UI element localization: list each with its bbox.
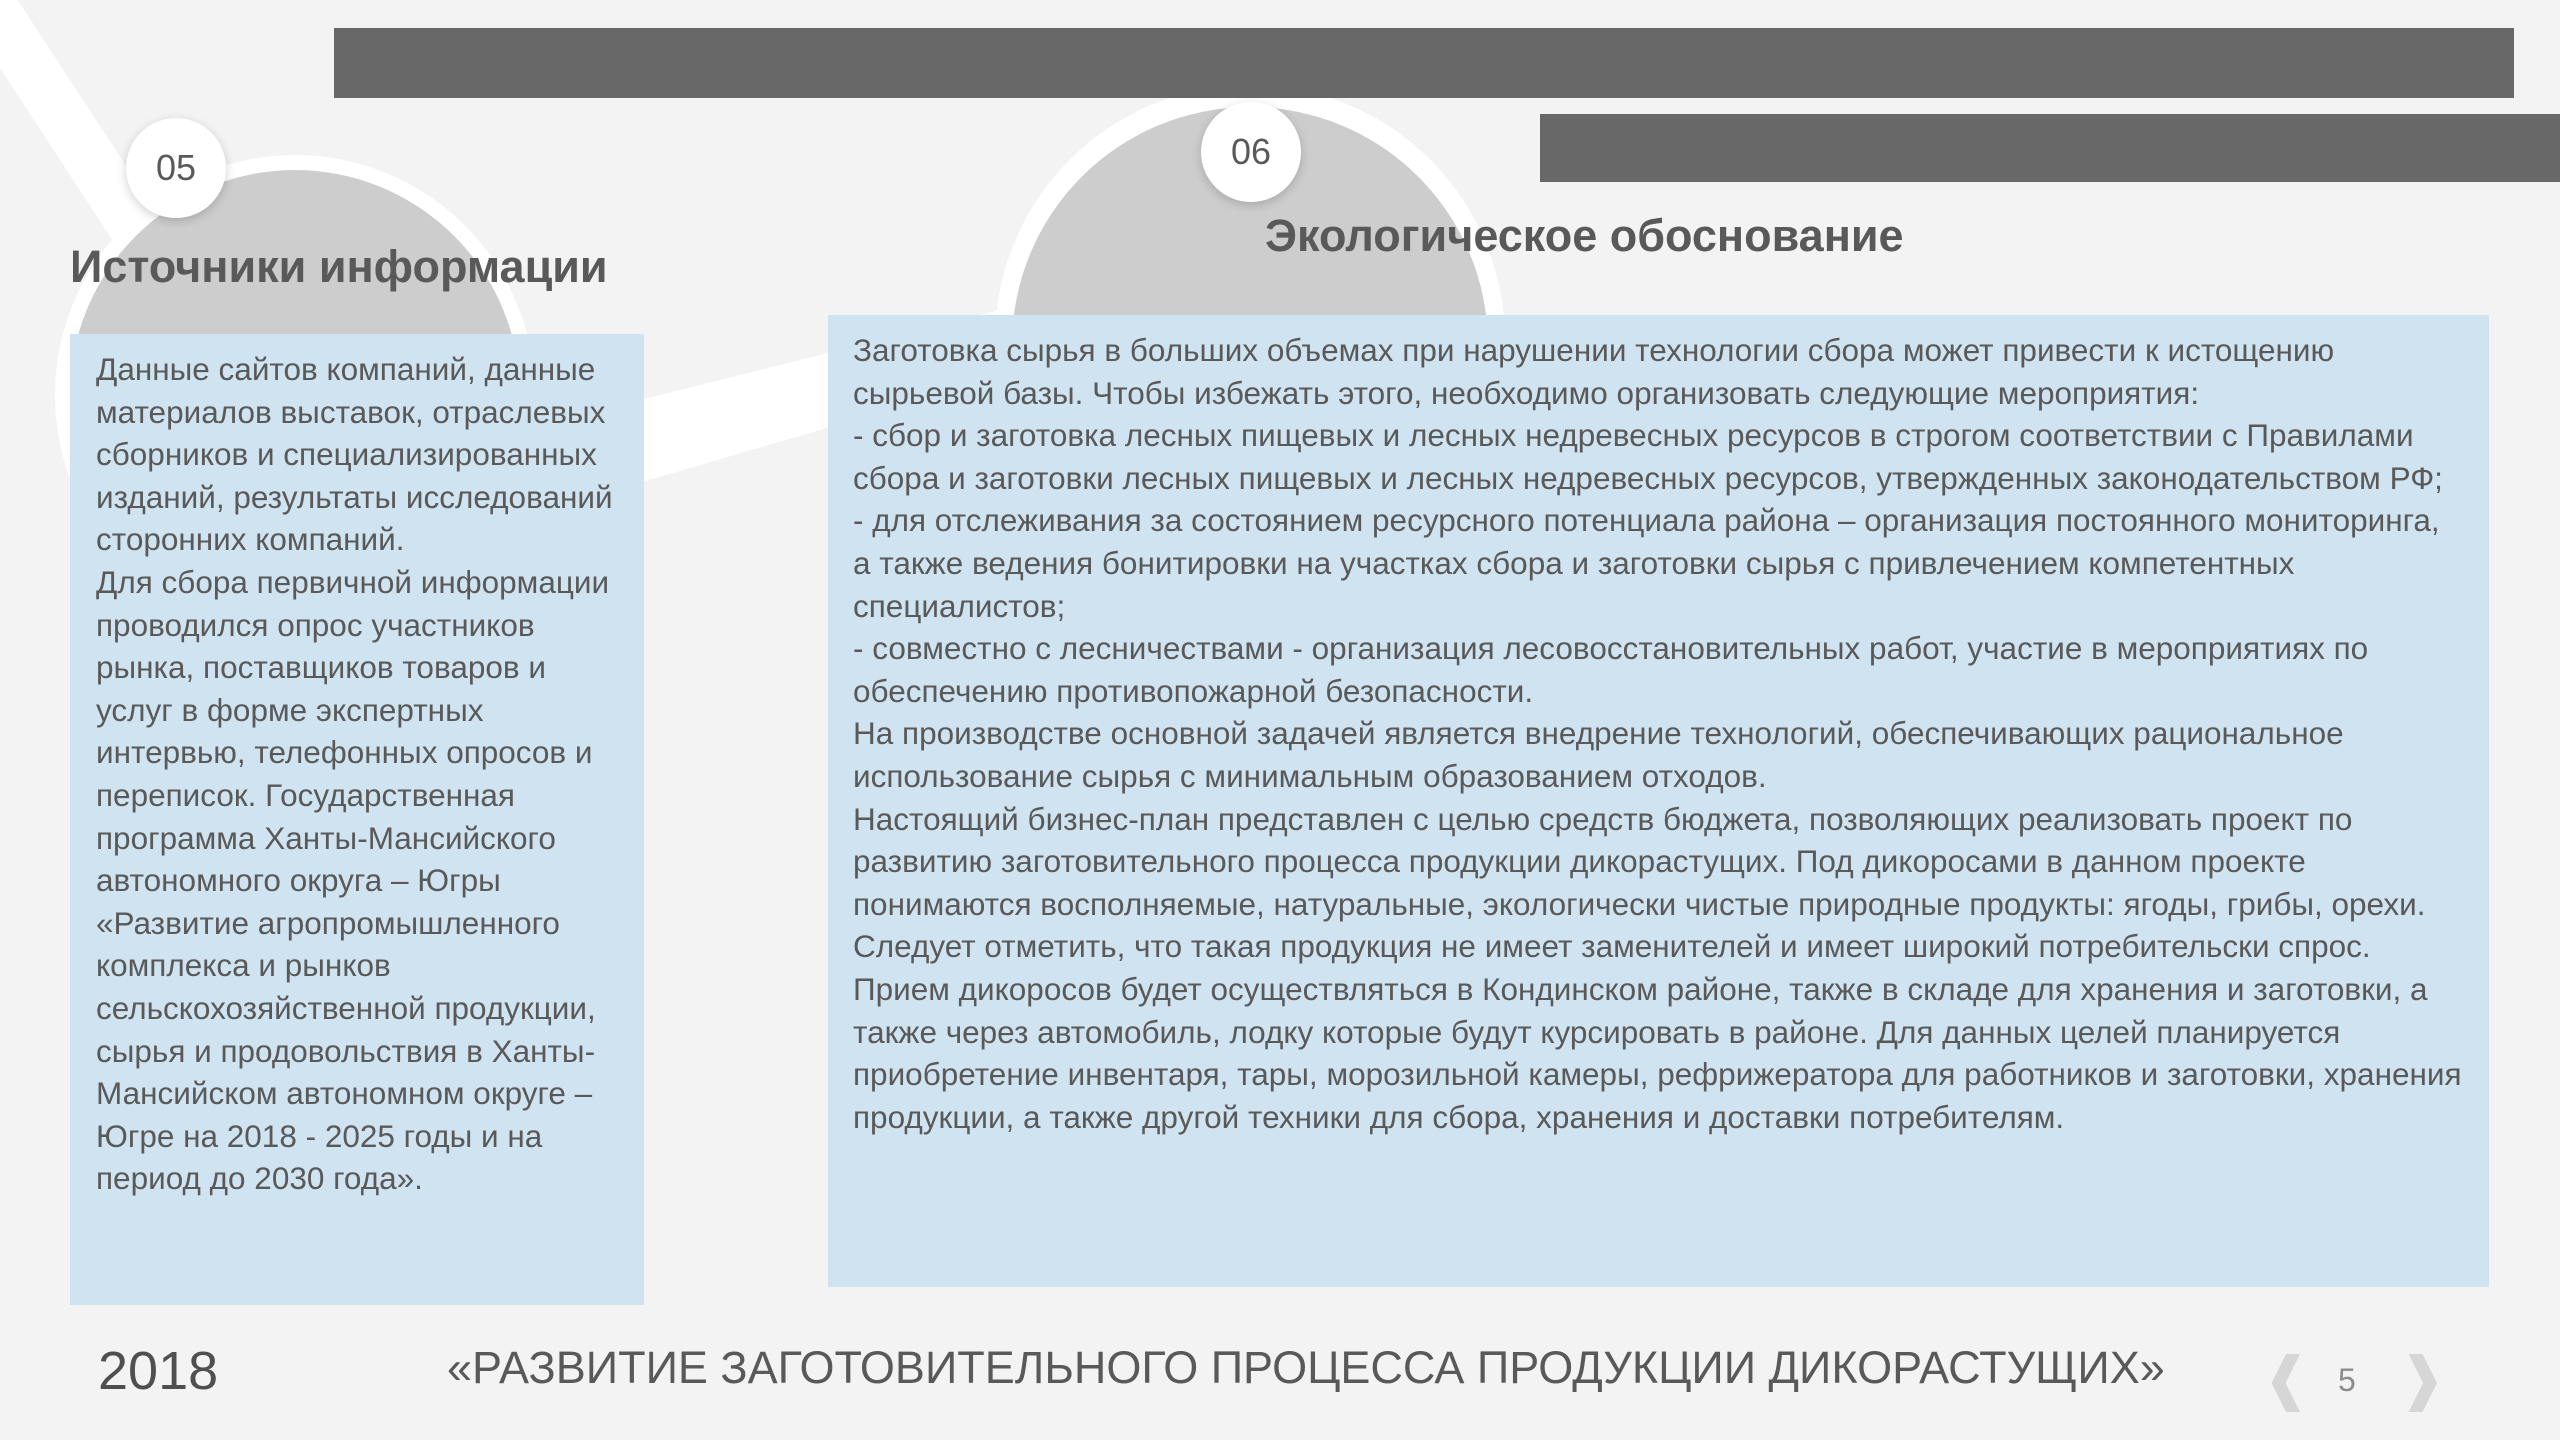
prev-slide-icon[interactable]: ❰ (2262, 1346, 2311, 1411)
footer-year: 2018 (98, 1341, 219, 1401)
left-section-body: Данные сайтов компаний, данные материалов выставок, отраслевых сборников и специализированных изданий, результаты исследований сторонних компаний. Для сбора первичной информации проводился опрос участников рынка, поставщиков товаров и услуг в форме экспертных интервью, телефонных опросов и переписок. Государственная программа Ханты-Мансийского автономного округа – Югры «Развитие агропромышленного комплекса и рынков сельскохозяйственной продукции, сырья и продовольствия в Ханты-Мансийском автономном округе – Югре на 2018 - 2025 годы и на период до 2030 года». (96, 351, 613, 1197)
right-section-title: Экологическое обоснование (1265, 210, 1904, 261)
section-number-badge-05 (126, 118, 226, 218)
header-bar-secondary (1540, 114, 2560, 182)
left-section-title: Источники информации (70, 241, 608, 292)
section-number: 05 (155, 147, 197, 188)
footer-presentation-title: «РАЗВИТИЕ ЗАГОТОВИТЕЛЬНОГО ПРОЦЕССА ПРОДУКЦИИ ДИКОРАСТУЩИХ» (447, 1342, 2165, 1393)
section-number-badge-06 (1201, 102, 1301, 202)
next-slide-icon[interactable]: ❱ (2398, 1346, 2447, 1411)
decor-line-top-left (0, 0, 150, 250)
left-section-panel (70, 334, 644, 1305)
right-section-panel (828, 315, 2489, 1287)
section-number: 06 (1230, 131, 1272, 172)
header-bar-top (334, 28, 2514, 98)
page-number: 5 (2338, 1362, 2356, 1398)
right-section-body: Заготовка сырья в больших объемах при нарушении технологии сбора может привести к истощению сырьевой базы. Чтобы избежать этого, необходимо организовать следующие мероприятия: - сбор и заготовка лесных пищевых и лесных недревесных ресурсов в строгом соответствии с Правилами сбора и заготовки лесных пищевых и лесных недревесных ресурсов, утвержденных законодательством РФ; - для отслеживания за состоянием ресурсного потенциала района – организация постоянного мониторинга, а также ведения бонитировки на участках сбора и заготовки сырья с привлечением компетентных специалистов; - совместно с лесничествами - организация лесовосстановительных работ, участие в мероприятиях по обеспечению противопожарной безопасности. На производстве основной задачей является внедрение технологий, обеспечивающих рациональное использование сырья с минимальным образованием отходов. Настоящий бизнес-план представлен с целью средств бюджета, позволяющих реализовать проект по развитию заготовительного процесса продукции дикорастущих. Под дикоросами в данном проекте понимаются восполняемые, натуральные, экологически чистые природные продукты: ягоды, грибы, орехи. Следует отметить, что такая продукция не имеет заменителей и имеет широкий потребительски спрос. Прием дикоросов будет осуществляться в Кондинском районе, также в складе для хранения и заготовки, а также через автомобиль, лодку которые будут курсировать в районе. Для данных целей планируется приобретение инвентаря, тары, морозильной камеры, рефрижератора для работников и заготовки, хранения продукции, а также другой техники для сбора, хранения и доставки потребителям. (853, 332, 2462, 1135)
